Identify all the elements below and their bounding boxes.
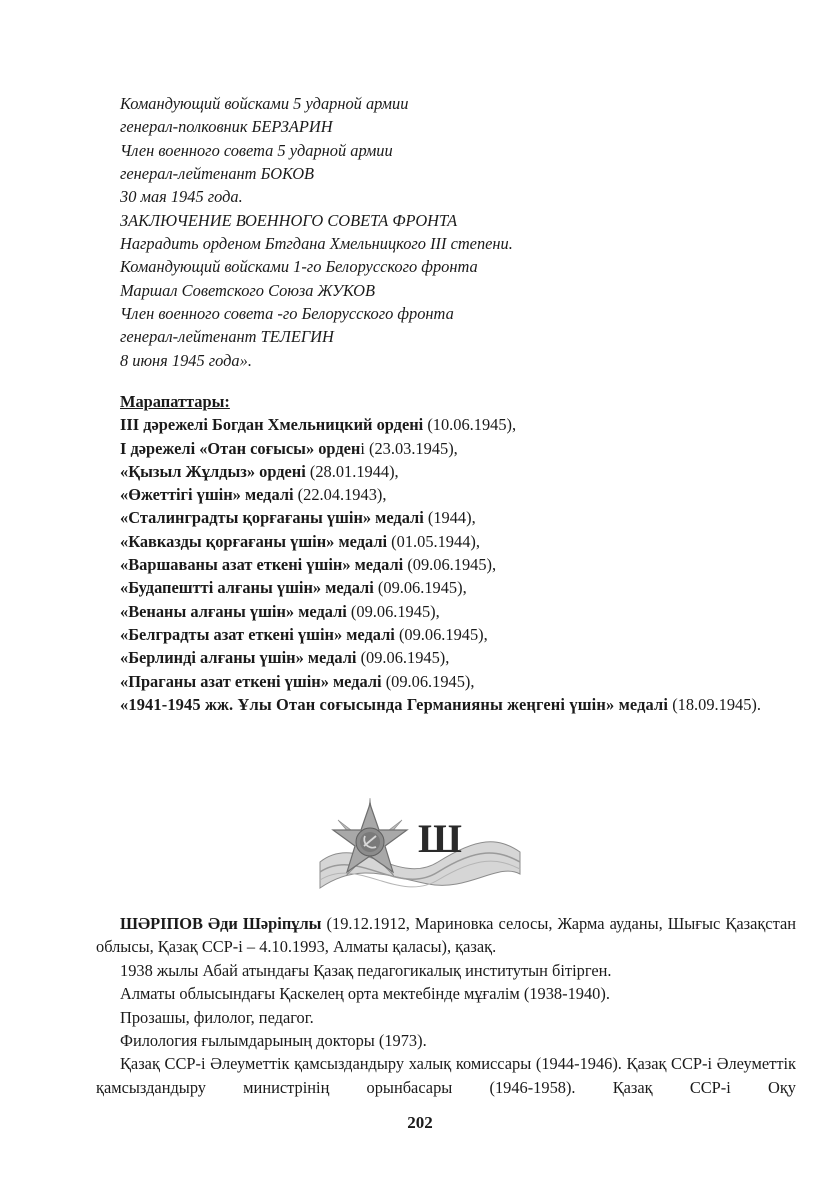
order-quote-block <box>120 92 800 372</box>
quote-line: Член военного совета 5 ударной армии <box>120 140 393 160</box>
award-name: «Өжеттігі үшін» медалі <box>120 485 294 505</box>
bio-intro <box>96 912 796 959</box>
award-name: «1941-1945 жж. Ұлы Отан соғысында Германияны жеңгені үшін» медалі <box>120 694 669 714</box>
quote-line: генерал-лейтенант БОКОВ <box>120 164 315 184</box>
award-date: (09.06.1945), <box>403 555 497 575</box>
bio-paragraph: 1938 жылы Абай атындағы Қазақ педагогикалық институтын бітірген. <box>120 960 612 980</box>
biography-section <box>96 912 796 1099</box>
award-date: (09.06.1945), <box>373 578 467 598</box>
quote-line: 8 июня 1945 года». <box>120 350 252 370</box>
award-name: «Кавказды қорғағаны үшін» медалі <box>120 531 388 551</box>
quote-line: Командующий войсками 5 ударной армии <box>120 94 409 113</box>
award-date: (09.06.1945), <box>381 671 475 691</box>
section-emblem <box>318 792 522 900</box>
award-date: (18.09.1945). <box>668 694 761 714</box>
award-name: III дәрежелі Богдан Хмельницкий ордені <box>120 415 424 435</box>
award-name: «Сталинградты қорғағаны үшін» медалі <box>120 508 424 528</box>
quote-line: ЗАКЛЮЧЕНИЕ ВОЕННОГО СОВЕТА ФРОНТА <box>120 210 458 230</box>
section-letter: Ш <box>418 816 462 861</box>
quote-line: Маршал Советского Союза ЖУКОВ <box>120 280 376 300</box>
award-item <box>96 506 796 529</box>
award-item-last <box>96 693 796 716</box>
quote-line: генерал-полковник БЕРЗАРИН <box>120 117 333 137</box>
quote-line: Наградить орденом Бтгдана Хмельницкого III степени. <box>120 234 513 254</box>
award-date: (28.01.1944), <box>305 461 399 481</box>
awards-heading: Марапаттары: <box>120 392 230 411</box>
bio-paragraph: Прозашы, филолог, педагог. <box>120 1007 314 1027</box>
award-item <box>96 646 796 669</box>
award-item <box>96 576 796 599</box>
award-name: I дәрежелі «Отан соғысы» орден <box>120 438 361 458</box>
award-date: (09.06.1945), <box>394 624 488 644</box>
award-item <box>96 670 796 693</box>
award-name: «Қызыл Жұлдыз» ордені <box>120 461 306 481</box>
awards-section <box>96 390 796 716</box>
award-date: (10.06.1945), <box>423 415 517 435</box>
award-item <box>96 460 796 483</box>
award-date: (22.04.1943), <box>293 485 387 505</box>
quote-line: генерал-лейтенант ТЕЛЕГИН <box>120 327 334 347</box>
award-date: (09.06.1945), <box>346 601 440 621</box>
page-number: 202 <box>407 1113 433 1132</box>
award-name: «Будапештті алғаны үшін» медалі <box>120 578 374 598</box>
person-name: ШӘРІПОВ Әди Шәріпұлы <box>120 914 322 933</box>
quote-line: Командующий войсками 1-го Белорусского фронта <box>120 257 478 277</box>
award-item <box>96 413 796 436</box>
award-date: (1944), <box>423 508 476 528</box>
award-name: «Варшаваны азат еткені үшін» медалі <box>120 555 404 575</box>
award-item <box>96 623 796 646</box>
bio-paragraph: Қазақ ССР-і Әлеуметтік қамсыздандыру халық комиссары (1944-1946). Қазақ ССР-і Әлеуметтік қамсыздандыру министрінің орынбасары (1946-1958). Қазақ ССР-і Оқу <box>96 1054 796 1097</box>
bio-paragraph: Алматы облысындағы Қаскелең орта мектебінде мұғалім (1938-1940). <box>120 984 610 1004</box>
award-item <box>96 553 796 576</box>
bio-intro-text: (19.12.1912, Мариновка селосы, Жарма ауданы, Шығыс Қазақстан облысы, Қазақ ССР-і – 4.10.1993, Алматы қаласы), қазақ. <box>96 914 796 957</box>
award-name: «Венаны алғаны үшін» медалі <box>120 601 347 621</box>
award-date: і (23.03.1945), <box>360 438 458 458</box>
award-item <box>96 530 796 553</box>
bio-paragraph: Филология ғылымдарының докторы (1973). <box>120 1031 427 1051</box>
award-item <box>96 483 796 506</box>
award-name: «Праганы азат еткені үшін» медалі <box>120 671 382 691</box>
quote-line: Член военного совета -го Белорусского фронта <box>120 304 454 324</box>
award-name: «Берлинді алғаны үшін» медалі <box>120 648 357 668</box>
award-item <box>96 600 796 623</box>
award-item <box>96 437 796 460</box>
award-name: «Белградты азат еткені үшін» медалі <box>120 624 395 644</box>
quote-line: 30 мая 1945 года. <box>120 187 243 207</box>
order-star-emblem-icon <box>318 792 522 900</box>
award-date: (01.05.1944), <box>387 531 480 551</box>
award-date: (09.06.1945), <box>356 648 450 668</box>
